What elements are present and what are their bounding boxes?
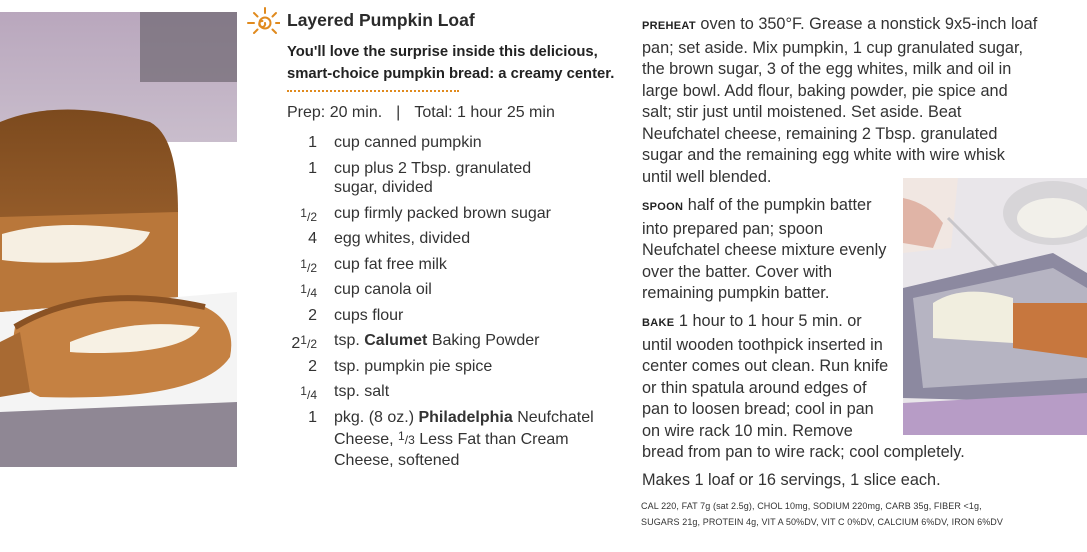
ingredient-item: 1/2 cup fat free milk xyxy=(300,255,447,275)
ingredient-item: 2 tsp. pumpkin pie spice xyxy=(308,357,493,375)
total-time: Total: 1 hour 25 min xyxy=(414,104,555,121)
servings-text: Makes 1 loaf or 16 servings, 1 slice each. xyxy=(642,471,941,489)
step-lead: BAKE xyxy=(642,317,675,329)
brand-calumet: Calumet xyxy=(364,332,428,349)
ingredient-item: 1 cup plus 2 Tbsp. granulated sugar, divided xyxy=(308,159,532,196)
ingredient-item: 1/4 tsp. salt xyxy=(300,383,390,402)
nutrition-info: CAL 220, FAT 7g (sat 2.5g), CHOL 10mg, SODIUM 220mg, CARB 35g, FIBER <1g, SUGARS 21g, PROTEIN 4g, VIT A 50%DV, VIT C 0%DV, CALCIUM 6%DV, IRON 6%DV xyxy=(641,501,1004,527)
ingredient-item: 2 cups flour xyxy=(308,306,404,324)
recipe-times xyxy=(287,104,555,122)
step-lead: PREHEAT xyxy=(642,20,696,32)
pumpkin-loaf-photo xyxy=(0,12,237,467)
brand-philadelphia: Philadelphia xyxy=(418,408,513,426)
ingredient-item: 21/2 tsp. Calumet Baking Powder xyxy=(291,332,540,352)
ingredient-item: 1/4 cup canola oil xyxy=(300,281,432,300)
step-bake: BAKE 1 hour to 1 hour 5 min. or until wooden toothpick inserted in center comes out clean. Run knife or thin spatula around edges of pan to loosen bread; cool in pan on wire rack 10 min. Remove bread from pan to wire rack; cool completely. xyxy=(642,312,965,461)
ingredient-item: 1 pkg. (8 oz.) Philadelphia Neufchatel Cheese, 1/3 Less Fat than Cream Cheese, softened xyxy=(308,408,594,469)
sun-icon xyxy=(246,6,280,36)
ingredient-item: 1 cup canned pumpkin xyxy=(308,134,482,151)
dotted-divider xyxy=(287,90,459,92)
step-spoon: SPOON half of the pumpkin batter into prepared pan; spoon Neufchatel cheese mixture evenly over the batter. Cover with remaining pumpkin batter. xyxy=(642,196,887,302)
ingredient-list xyxy=(287,133,627,470)
ingredient-item: 1/2 cup firmly packed brown sugar xyxy=(300,204,551,224)
time-separator: | xyxy=(396,104,401,121)
recipe-subtitle: You'll love the surprise inside this delicious, smart-choice pumpkin bread: a creamy center. xyxy=(287,44,615,82)
prep-time: Prep: 20 min. xyxy=(287,104,383,121)
recipe-title: Layered Pumpkin Loaf xyxy=(287,10,475,30)
step-lead: SPOON xyxy=(642,201,684,213)
step-preheat: PREHEAT oven to 350°F. Grease a nonstick 9x5-inch loaf pan; set aside. Mix pumpkin, 1 cup granulated sugar, the brown sugar, 3 of the egg whites, milk and oil in large bowl. Add flour, baking powder, pie spice and salt; stir just until moistened. Set aside. Beat Neufchatel cheese, remaining 2 Tbsp. granulated sugar and the remaining egg white with wire whisk until well blended. xyxy=(642,15,1038,186)
ingredient-item: 4 egg whites, divided xyxy=(308,230,471,247)
